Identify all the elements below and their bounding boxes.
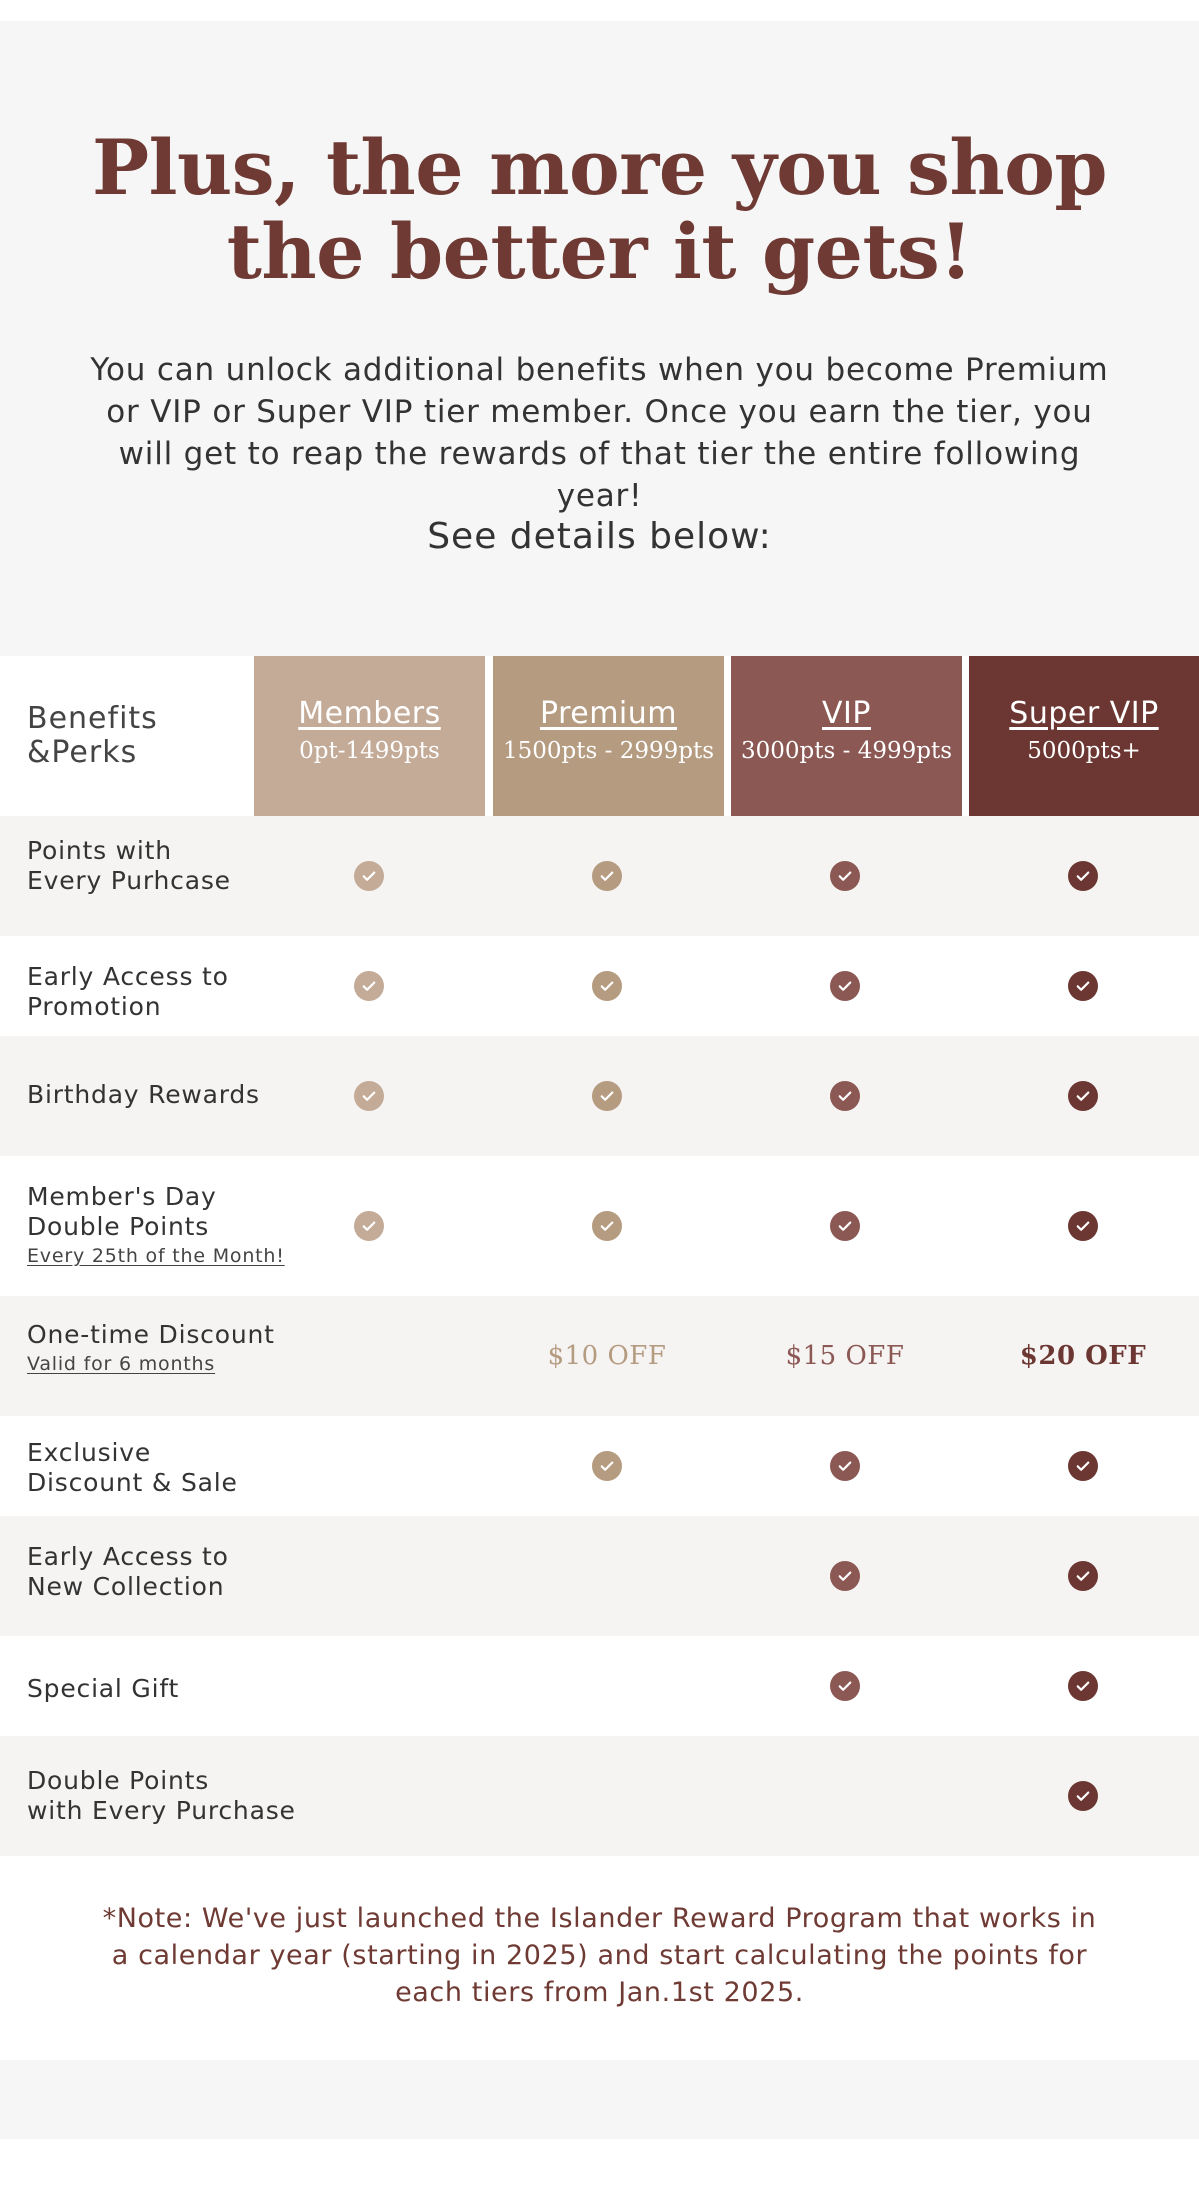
- tier-cell: [488, 936, 726, 1036]
- title-line-1: Plus, the more you shop: [91, 123, 1108, 212]
- benefit-subnote-link[interactable]: Every 25th of the Month!: [27, 1245, 285, 1267]
- check-icon: [830, 1081, 860, 1111]
- tier-cell: [250, 1036, 488, 1156]
- tier-name[interactable]: Premium: [540, 696, 677, 731]
- table-row: [0, 936, 1199, 1036]
- tier-cell: [726, 1416, 964, 1516]
- benefit-label: [27, 836, 231, 896]
- benefit-name: Early Access to New Collection: [27, 1542, 229, 1601]
- check-icon: [354, 861, 384, 891]
- discount-amount: $20 OFF: [1019, 1341, 1147, 1371]
- tier-name[interactable]: Super VIP: [1009, 696, 1159, 731]
- benefit-name: Early Access to Promotion: [27, 962, 229, 1021]
- intro-text: You can unlock additional benefits when you become Premium or VIP or Super VIP tier member. Once you earn the tier, you will get to reap the rewards of that tier the entire following year!: [90, 352, 1109, 514]
- tier-header-0[interactable]: [254, 656, 485, 816]
- table-row: [0, 1416, 1199, 1516]
- check-icon: [354, 1211, 384, 1241]
- benefit-label: [27, 962, 229, 1022]
- check-icon: [1068, 1671, 1098, 1701]
- tier-cell: [964, 1036, 1199, 1156]
- tier-cell: [964, 1156, 1199, 1296]
- discount-amount: $10 OFF: [547, 1341, 667, 1371]
- check-icon: [830, 1561, 860, 1591]
- discount-amount: $15 OFF: [785, 1341, 905, 1371]
- benefits-table: [0, 656, 1199, 1825]
- tier-cell: [726, 1156, 964, 1296]
- table-row: [0, 1156, 1199, 1296]
- tier-cell: [964, 1736, 1199, 1856]
- check-icon: [354, 971, 384, 1001]
- tier-cell: [726, 936, 964, 1036]
- tier-name[interactable]: VIP: [822, 696, 871, 731]
- check-icon: [354, 1081, 384, 1111]
- tier-cell: [964, 1416, 1199, 1516]
- table-row: [0, 1036, 1199, 1156]
- check-icon: [1068, 861, 1098, 891]
- table-row: [0, 1736, 1199, 1856]
- table-row: [0, 1636, 1199, 1736]
- benefit-label: [27, 1182, 285, 1268]
- benefit-label: [27, 1438, 238, 1498]
- benefit-label: [27, 1766, 296, 1826]
- tier-cell: [488, 816, 726, 936]
- tier-cell: [726, 1636, 964, 1736]
- check-icon: [592, 861, 622, 891]
- check-icon: [1068, 971, 1098, 1001]
- footer-band: [0, 2060, 1199, 2139]
- tier-cell: [726, 1036, 964, 1156]
- benefit-name: One-time Discount: [27, 1320, 275, 1349]
- table-row: [0, 816, 1199, 936]
- tier-points-range: 0pt-1499pts: [299, 738, 440, 764]
- check-icon: [830, 1671, 860, 1701]
- page-title: [0, 123, 1199, 296]
- check-icon: [592, 1451, 622, 1481]
- tier-points-range: 5000pts+: [1027, 738, 1141, 764]
- tier-cell: [964, 816, 1199, 936]
- benefit-label: [27, 1674, 179, 1704]
- benefits-perks-label: Benefits &Perks: [27, 701, 158, 770]
- tier-cell: [964, 1636, 1199, 1736]
- benefit-label: [27, 1542, 229, 1602]
- check-icon: [830, 1211, 860, 1241]
- table-row: [0, 1296, 1199, 1416]
- check-icon: [592, 1211, 622, 1241]
- check-icon: [1068, 1211, 1098, 1241]
- tier-cell: [488, 1416, 726, 1516]
- table-header: [0, 656, 1199, 816]
- benefit-name: Exclusive Discount & Sale: [27, 1438, 238, 1497]
- check-icon: [592, 1081, 622, 1111]
- title-line-2: the better it gets!: [226, 207, 973, 296]
- tier-cell: [726, 1516, 964, 1636]
- tier-header-2[interactable]: [731, 656, 962, 816]
- tier-cell: [964, 1516, 1199, 1636]
- table-row: [0, 1516, 1199, 1636]
- tier-cell: [250, 816, 488, 936]
- tier-cell: [488, 1296, 726, 1416]
- tier-cell: [250, 1156, 488, 1296]
- see-details-text: See details below:: [427, 516, 772, 557]
- check-icon: [1068, 1081, 1098, 1111]
- check-icon: [830, 1451, 860, 1481]
- tier-cell: [250, 936, 488, 1036]
- tier-points-range: 3000pts - 4999pts: [741, 738, 952, 764]
- benefit-name: Member's Day Double Points: [27, 1182, 217, 1241]
- tier-cell: [726, 1296, 964, 1416]
- tier-name[interactable]: Members: [298, 696, 441, 731]
- check-icon: [592, 971, 622, 1001]
- check-icon: [1068, 1451, 1098, 1481]
- benefit-name: Points with Every Purhcase: [27, 836, 231, 895]
- benefit-name: Special Gift: [27, 1674, 180, 1703]
- benefit-label: [27, 1320, 275, 1376]
- tier-cell: [964, 936, 1199, 1036]
- check-icon: [1068, 1781, 1098, 1811]
- tier-points-range: 1500pts - 2999pts: [503, 738, 714, 764]
- benefit-name: Birthday Rewards: [27, 1080, 260, 1109]
- tier-cell: [726, 816, 964, 936]
- tier-header-3[interactable]: [969, 656, 1199, 816]
- tier-cell: [488, 1156, 726, 1296]
- tier-header-1[interactable]: [493, 656, 724, 816]
- check-icon: [830, 971, 860, 1001]
- check-icon: [830, 861, 860, 891]
- benefit-name: Double Points with Every Purchase: [27, 1766, 296, 1825]
- program-note: *Note: We've just launched the Islander Reward Program that works in a calendar year (starting in 2025) and start calculating the points for each tiers from Jan.1st 2025.: [102, 1903, 1097, 2008]
- tier-cell: [964, 1296, 1199, 1416]
- benefit-subnote-link[interactable]: Valid for 6 months: [27, 1353, 216, 1375]
- check-icon: [1068, 1561, 1098, 1591]
- tier-cell: [488, 1036, 726, 1156]
- hero-section: [0, 21, 1199, 657]
- benefit-label: [27, 1080, 260, 1110]
